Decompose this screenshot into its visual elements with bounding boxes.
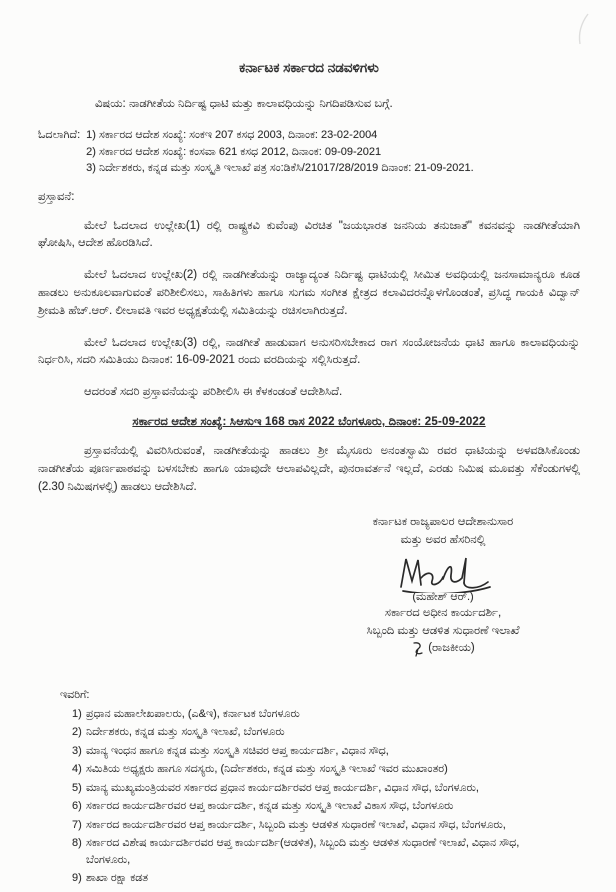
list-item [60, 761, 580, 778]
list-item-text: ನಿರ್ದೇಶಕರು, ಕನ್ನಡ ಮತ್ತು ಸಂಸ್ಕೃತಿ ಇಲಾಖೆ, ಬೆಂಗಳೂರು [86, 726, 285, 739]
reference-item: 2) ಸರ್ಕಾರದ ಆದೇಶ ಸಂಖ್ಯೆ: ಕಂಸವಾ 621 ಕಸಧ 2012, ದಿನಾಂಕ: 09-09-2021 [86, 145, 382, 158]
list-item-number: 4) [72, 763, 82, 776]
reference-item: 3) ನಿರ್ದೇಶಕರು, ಕನ್ನಡ ಮತ್ತು ಸಂಸ್ಕೃತಿ ಇಲಾಖೆ ಪತ್ರ ಸಂ:ಡಿಕೆಸಿ/21017/28/2019 ದಿನಾಂಕ: 21-09-2021. [86, 162, 474, 174]
reference-list [86, 127, 474, 177]
list-item [60, 706, 580, 723]
signatory-name: (ಮಹೇಶ್ ಆರ್.) [412, 590, 474, 603]
paragraph-3: ಮೇಲೆ ಓದಲಾದ ಉಲ್ಲೇಖ(3) ರಲ್ಲಿ, ನಾಡಗೀತೆ ಹಾಡುವಾಗ ಅನುಸರಿಸಬೇಕಾದ ರಾಗ ಸಂಯೋಜನೆಯ ಧಾಟಿ ಹಾಗೂ ಕಾಲಾವಧಿಯನ್ನು ನಿರ್ಧರಿಸಿ, ಸದರಿ ಸಮಿತಿಯು ದಿನಾಂಕ: 16-09-2021 ರಂದು ವರದಿಯನ್ನು ಸಲ್ಲಿಸಿರುತ್ತದೆ. [38, 336, 580, 367]
references-block [38, 127, 580, 177]
signatory-designation-3-text: (ರಾಜಕೀಯ) [428, 641, 475, 654]
signature-icon [387, 551, 499, 593]
list-item-text: ಸರ್ಕಾರದ ಕಾರ್ಯದರ್ಶಿರವರ ಆಪ್ತ ಕಾರ್ಯದರ್ಶಿ, ಸಿಬ್ಬಂದಿ ಮತ್ತು ಆಡಳಿತ ಸುಧಾರಣೆ ಇಲಾಖೆ, ವಿಧಾನ ಸೌಧ, ಬೆಂಗಳೂರು, [86, 818, 506, 831]
initial-scribble-icon [411, 641, 425, 657]
list-item [60, 835, 580, 868]
signatory-designation-3 [411, 640, 475, 657]
list-item [60, 743, 580, 760]
signatory-designation-1: ಸರ್ಕಾರದ ಅಧೀನ ಕಾರ್ಯದರ್ಶಿ, [384, 607, 502, 620]
signatory-designation-2: ಸಿಬ್ಬಂದಿ ಮತ್ತು ಆಡಳಿತ ಸುಧಾರಣೆ ಇಲಾಖೆ [366, 624, 520, 637]
list-item-text: ಸರ್ಕಾರದ ಕಾರ್ಯದರ್ಶಿರವರ ಆಪ್ತ ಕಾರ್ಯದರ್ಶಿ, ಕನ್ನಡ ಮತ್ತು ಸಂಸ್ಕೃತಿ ಇಲಾಖೆ ವಿಕಾಸ ಸೌಧ, ಬೆಂಗಳೂರು [86, 800, 454, 813]
list-item [60, 724, 580, 741]
to-label: ಇವರಿಗೆ: [60, 688, 90, 701]
order-paragraph: ಪ್ರಸ್ತಾವನೆಯಲ್ಲಿ ವಿವರಿಸಿರುವಂತೆ, ನಾಡಗೀತೆಯನ್ನು ಹಾಡಲು ಶ್ರೀ ಮೈಸೂರು ಅನಂತಸ್ವಾಮಿ ರವರ ಧಾಟಿಯನ್ನು ಅಳವಡಿಸಿಕೊಂಡು ನಾಡಗೀತೆಯ ಪೂರ್ಣಪಾಠವನ್ನು ಬಳಸಬೇಕು ಹಾಗೂ ಯಾವುದೇ ಆಲಾಪವಿಲ್ಲದೇ, ಪುನರಾವರ್ತನೆ ಇಲ್ಲದೆ, ಎರಡು ನಿಮಿಷ ಮೂವತ್ತು ಸೆಕೆಂಡುಗಳಲ್ಲಿ (2.30 ನಿಮಿಷಗಳಲ್ಲಿ) ಹಾಡಲು ಆದೇಶಿಸಿದೆ. [38, 445, 580, 493]
subject-line: ವಿಷಯ: ನಾಡಗೀತೆಯ ನಿರ್ದಿಷ್ಟ ಧಾಟಿ ಮತ್ತು ಕಾಲಾವಧಿಯನ್ನು ನಿಗದಿಪಡಿಸುವ ಬಗ್ಗೆ. [95, 98, 393, 110]
list-item-number: 8) [72, 837, 82, 850]
list-item-text: ಸಮಿತಿಯ ಅಧ್ಯಕ್ಷರು ಹಾಗೂ ಸದಸ್ಯರು, (ನಿರ್ದೇಶಕರು, ಕನ್ನಡ ಮತ್ತು ಸಂಸ್ಕೃತಿ ಇಲಾಖೆ ಇವರ ಮುಖಾಂತರ) [86, 763, 448, 776]
list-item-text: ಸರ್ಕಾರದ ವಿಶೇಷ ಕಾರ್ಯದರ್ಶಿರವರ ಆಪ್ತ ಕಾರ್ಯದರ್ಶಿ(ಆಡಳಿತ), ಸಿಬ್ಬಂದಿ ಮತ್ತು ಆಡಳಿತ ಸುಧಾರಣೆ ಇಲಾಖೆ, ವಿಧಾನ ಸೌಧ, ಬೆಂಗಳೂರು, [86, 837, 520, 866]
list-item [60, 870, 580, 887]
paragraph-2: ಮೇಲೆ ಓದಲಾದ ಉಲ್ಲೇಖ(2) ರಲ್ಲಿ ನಾಡಗೀತೆಯನ್ನು ರಾಜ್ಯಾದ್ಯಂತ ನಿರ್ದಿಷ್ಟ ಧಾಟಿಯಲ್ಲಿ ಸೀಮಿತ ಅವಧಿಯಲ್ಲಿ ಜನಸಾಮಾನ್ಯರೂ ಕೂಡ ಹಾಡಲು ಅನುಕೂಲವಾಗುವಂತೆ ಪರಿಶೀಲಿಸಲು, ಸಾಹಿತಿಗಳು ಹಾಗೂ ಸುಗಮ ಸಂಗೀತ ಕ್ಷೇತ್ರದ ಕಲಾವಿದರನ್ನೊಳಗೊಂಡಂತೆ, ಪ್ರಸಿದ್ಧ ಗಾಯಕಿ ವಿದ್ವಾನ್ ಶ್ರೀಮತಿ ಹೆಚ್.ಆರ್. ಲೀಲಾವತಿ ಇವರ ಅಧ್ಯಕ್ಷತೆಯಲ್ಲಿ ಸಮಿತಿಯನ್ನು ರಚಿಸಲಾಗಿರುತ್ತದೆ. [38, 269, 580, 317]
list-item-number: 5) [72, 781, 82, 794]
list-item [60, 780, 580, 797]
reference-item: 1) ಸರ್ಕಾರದ ಆದೇಶ ಸಂಖ್ಯೆ: ಸಂಕಇ 207 ಕಸಧ 2003, ದಿನಾಂಕ: 23-02-2004 [86, 129, 378, 141]
by-order-line-1: ಕರ್ನಾಟಕ ರಾಜ್ಯಪಾಲರ ಆದೇಶಾನುಸಾರ [372, 516, 514, 529]
list-item-number: 6) [72, 800, 82, 813]
preamble-label: ಪ್ರಸ್ತಾವನೆ: [38, 190, 75, 203]
list-item-number: 1) [72, 707, 82, 720]
list-item-number: 7) [72, 818, 82, 831]
distribution-block [60, 689, 580, 887]
read-label: ಓದಲಾಗಿದೆ: [38, 129, 81, 141]
list-item-text: ಶಾಖಾ ರಕ್ಷಾ ಕಡತ [86, 872, 149, 885]
by-order-line-2: ಮತ್ತು ಅವರ ಹೆಸರಿನಲ್ಲಿ [400, 533, 486, 546]
conclusion-line: ಆದರಂತೆ ಸದರಿ ಪ್ರಸ್ತಾವನೆಯನ್ನು ಪರಿಶೀಲಿಸಿ ಈ ಕೆಳಕಂಡಂತೆ ಆದೇಶಿಸಿದೆ. [84, 386, 343, 399]
list-item-number: 9) [72, 872, 82, 885]
list-item-text: ಪ್ರಧಾನ ಮಹಾಲೇಖಪಾಲರು, (ಎ&ಇ), ಕರ್ನಾಟಕ ಬೆಂಗಳೂರು [86, 707, 300, 720]
signature-block [293, 514, 593, 662]
list-item-number: 2) [72, 726, 82, 739]
list-item [60, 817, 580, 834]
list-item [60, 798, 580, 815]
list-item-text: ಮಾನ್ಯ ಇಂಧನ ಹಾಗೂ ಕನ್ನಡ ಮತ್ತು ಸಂಸ್ಕೃತಿ ಸಚಿವರ ಆಪ್ತ ಕಾರ್ಯದರ್ಶಿ, ವಿಧಾನ ಸೌಧ, [86, 744, 389, 757]
recipient-list [60, 706, 580, 887]
list-item-number: 3) [72, 744, 82, 757]
order-number-line: ಸರ್ಕಾರದ ಆದೇಶ ಸಂಖ್ಯೆ: ಸಿಆಸುಇ 168 ರಾಸ 2022 ಬೆಂಗಳೂರು, ದಿನಾಂಕ: 25-09-2022 [132, 416, 486, 428]
pencil-mark [568, 12, 594, 46]
page-title: ಕರ್ನಾಟಕ ಸರ್ಕಾರದ ನಡವಳಿಗಳು [239, 60, 379, 75]
paragraph-1: ಮೇಲೆ ಓದಲಾದ ಉಲ್ಲೇಖ(1) ರಲ್ಲಿ ರಾಷ್ಟ್ರಕವಿ ಕುವೆಂಪು ವಿರಚಿತ "ಜಯಭಾರತ ಜನನಿಯ ತನುಜಾತೆ" ಕವನವನ್ನು ನಾಡಗೀತೆಯಾಗಿ ಘೋಷಿಸಿ, ಆದೇಶ ಹೊರಡಿಸಿದೆ. [38, 219, 580, 250]
list-item-text: ಮಾನ್ಯ ಮುಖ್ಯಮಂತ್ರಿಯವರ ಸರ್ಕಾರದ ಪ್ರಧಾನ ಕಾರ್ಯದರ್ಶಿರವರ ಆಪ್ತ ಕಾರ್ಯದರ್ಶಿ, ವಿಧಾನ ಸೌಧ, ಬೆಂಗಳೂರು, [86, 781, 479, 794]
